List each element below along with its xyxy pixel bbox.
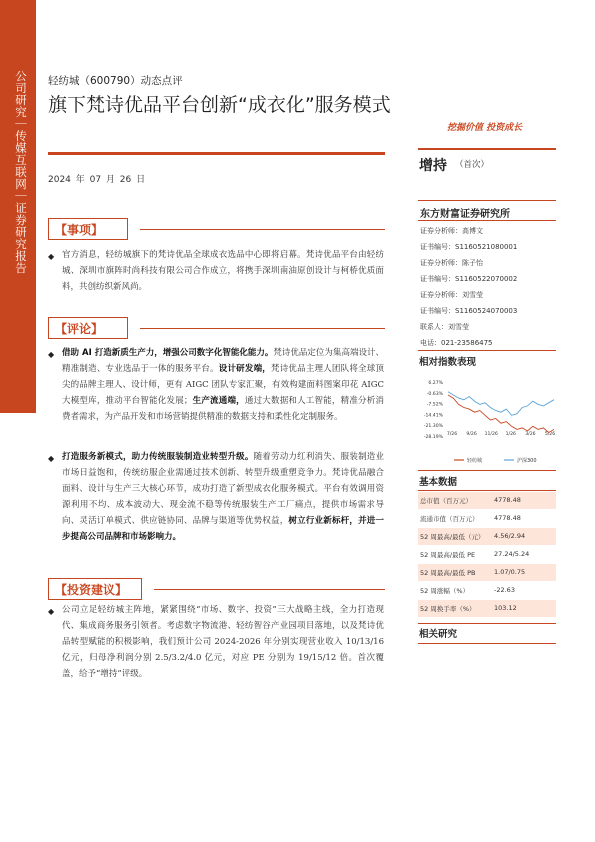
divider	[418, 643, 556, 644]
report-date: 2024 年 07 月 26 日	[48, 175, 146, 185]
invest-paragraph: 公司立足轻纺城主阵地，紧紧围绕“市场、数字、投资”三大战略主线，全力打造现代、集成商务服务引领者。考虑数字物流港、轻纺智谷产业园项目落地，以及梵诗优品转型赋能的积极影响，我们预计公司 2024-2026 年分别实现营业收入 10/13/16 亿元，归母净利润分别 2.5/3.2/4.0 亿元，对应 PE 分别为 19/15/12 倍。首次覆盖，给予“增持”评级。	[62, 605, 384, 679]
section-rule	[140, 328, 385, 329]
bullet-icon: ◆	[48, 454, 55, 463]
series-line	[448, 392, 554, 416]
x-tick-label: 5/26	[544, 432, 556, 437]
y-tick-label: -0.63%	[426, 391, 443, 397]
analyst-line: 证书编号：S1160521080001	[420, 243, 518, 251]
event-paragraph: 官方消息，轻纺城旗下的梵诗优品全球成衣选品中心即将启幕。梵诗优品平台由轻纺城、深圳市旗阵时尚科技有限公司合作成立，将携手深圳南油原创设计与柯桥优质面料，共创纺织新风尚。	[62, 250, 384, 292]
right-divider	[418, 148, 556, 150]
institute-name: 东方财富证券研究所	[420, 209, 510, 220]
body-text: 梵诗优品定位为集高端设计、精准制造、专业选品于一体的服务平台。	[62, 348, 384, 374]
bullet-icon: ◆	[48, 607, 55, 616]
row-value: 1.07/0.75	[494, 568, 526, 576]
row-value: 103.12	[494, 604, 517, 612]
row-value: 4778.48	[494, 514, 521, 522]
chart-section-title: 相对指数表现	[419, 357, 477, 368]
analyst-line: 证书编号：S1160522070002	[420, 275, 518, 283]
divider	[418, 200, 556, 201]
bullet-icon: ◆	[48, 252, 55, 261]
row-key: 总市值（百万元）	[420, 497, 472, 505]
row-key: 52 周换手率（%）	[420, 605, 476, 613]
analyst-line: 证书编号：S1160524070003	[420, 307, 518, 315]
report-category-label: 公司研究｜传媒互联网｜证券研究报告	[14, 70, 28, 274]
basic-data-row	[418, 600, 556, 617]
analyst-line: 证券分析师：陈子怡	[420, 259, 483, 267]
analyst-line: 证券分析师：高博文	[420, 227, 483, 235]
emphasis: 打造服务新模式，助力传统服装制造业转型升级。	[62, 452, 254, 462]
emphasis: 设计研发端，	[218, 364, 271, 374]
title-divider	[48, 152, 385, 155]
basic-data-row	[418, 546, 556, 563]
related-research-title: 相关研究	[419, 629, 458, 640]
x-tick-label: 9/26	[466, 432, 477, 437]
emphasis: 借助 AI 打造新质生产力，增强公司数字化智能化能力。	[62, 348, 274, 358]
page-title: 旗下梵诗优品平台创新“成衣化”服务模式	[48, 94, 391, 116]
row-key: 52 周最高/最低（元）	[420, 533, 485, 541]
sidebar-band	[0, 0, 36, 413]
emphasis: 生产流通端，	[192, 396, 245, 406]
section-title-invest: 【投资建议】	[48, 578, 142, 600]
y-tick-label: -21.30%	[423, 424, 443, 430]
x-tick-label: 11/26	[484, 432, 498, 437]
divider	[418, 470, 556, 471]
legend-label: 沪深300	[517, 458, 537, 464]
bullet-icon: ◆	[48, 350, 55, 359]
x-tick-label: 1/26	[505, 432, 516, 437]
row-value: 27.24/5.24	[494, 550, 530, 558]
divider	[418, 350, 556, 351]
analyst-line: 电话：021-23586475	[420, 339, 493, 347]
analyst-line: 证券分析师：刘雪莹	[420, 291, 483, 299]
basic-data-row	[418, 582, 556, 599]
rating-label: 增持	[419, 158, 447, 174]
section-rule	[140, 229, 385, 230]
company-line: 轻纺城（600790）动态点评	[48, 75, 183, 87]
x-tick-label: 7/26	[446, 432, 458, 437]
basic-data-title: 基本数据	[419, 477, 458, 488]
row-key: 52 周最高/最低 PB	[420, 569, 476, 577]
section-title-event: 【事项】	[48, 218, 128, 240]
comment-paragraph-1	[62, 345, 384, 425]
basic-data-row	[418, 492, 556, 509]
y-tick-label: -7.52%	[426, 402, 443, 408]
row-value: -22.63	[494, 586, 515, 594]
series-line	[448, 395, 554, 433]
comment-paragraph-2	[62, 449, 384, 545]
basic-data-row	[418, 564, 556, 581]
basic-data-row	[418, 510, 556, 527]
divider	[418, 623, 556, 624]
row-key: 52 周涨幅（%）	[420, 587, 470, 595]
divider	[418, 490, 556, 491]
y-tick-label: -28.19%	[423, 435, 443, 440]
section-title-comment: 【评论】	[48, 317, 128, 339]
slogan: 挖掘价值 投资成长	[447, 123, 523, 133]
body-text: 随着劳动力红利消失、服装制造业市场日益饱和，传统纺服企业需通过技术创新、转型升级重塑竞争力。梵诗优品融合面料、设计与生产三大核心环节，成功打造了新型成衣化服务模式。平台有效调用资源利用不均、成本波动大、现金流不稳等传统服装生产工厂痛点，提供市场需求导向、灵活订单模式、供应链协同、品牌与渠道等优势权益，	[62, 452, 384, 526]
basic-data-row	[418, 528, 556, 545]
rating-note: （首次）	[455, 160, 490, 170]
relative-index-chart	[418, 372, 558, 472]
row-value: 4.56/2.94	[494, 532, 526, 540]
analyst-line: 联系人：刘雪莹	[420, 323, 469, 331]
section-rule	[154, 589, 385, 590]
row-key: 52 周最高/最低 PE	[420, 551, 476, 559]
legend-label: 轻纺城	[467, 458, 483, 464]
body-text: 梵诗优品主理人团队将全球顶尖的品牌主理人、设计师，更有 AIGC 团队专家汇聚，有效构建面料图案印花 AIGC 大模型库，推动平台智能化发展；	[62, 364, 384, 406]
body-text: 通过大数据和人工智能，精准分析消费者需求，为产品开发和市场营销提供精准的数据支持和柔性化定制服务。	[62, 396, 384, 422]
row-key: 流通市值（百万元）	[420, 515, 479, 523]
divider	[418, 220, 556, 221]
y-tick-label: 6.27%	[428, 381, 443, 386]
row-value: 4778.48	[494, 496, 521, 504]
x-tick-label: 3/26	[525, 432, 536, 437]
y-tick-label: -14.41%	[423, 413, 443, 419]
emphasis: 树立行业新标杆，并进一步提高公司品牌和市场影响力。	[62, 516, 384, 542]
